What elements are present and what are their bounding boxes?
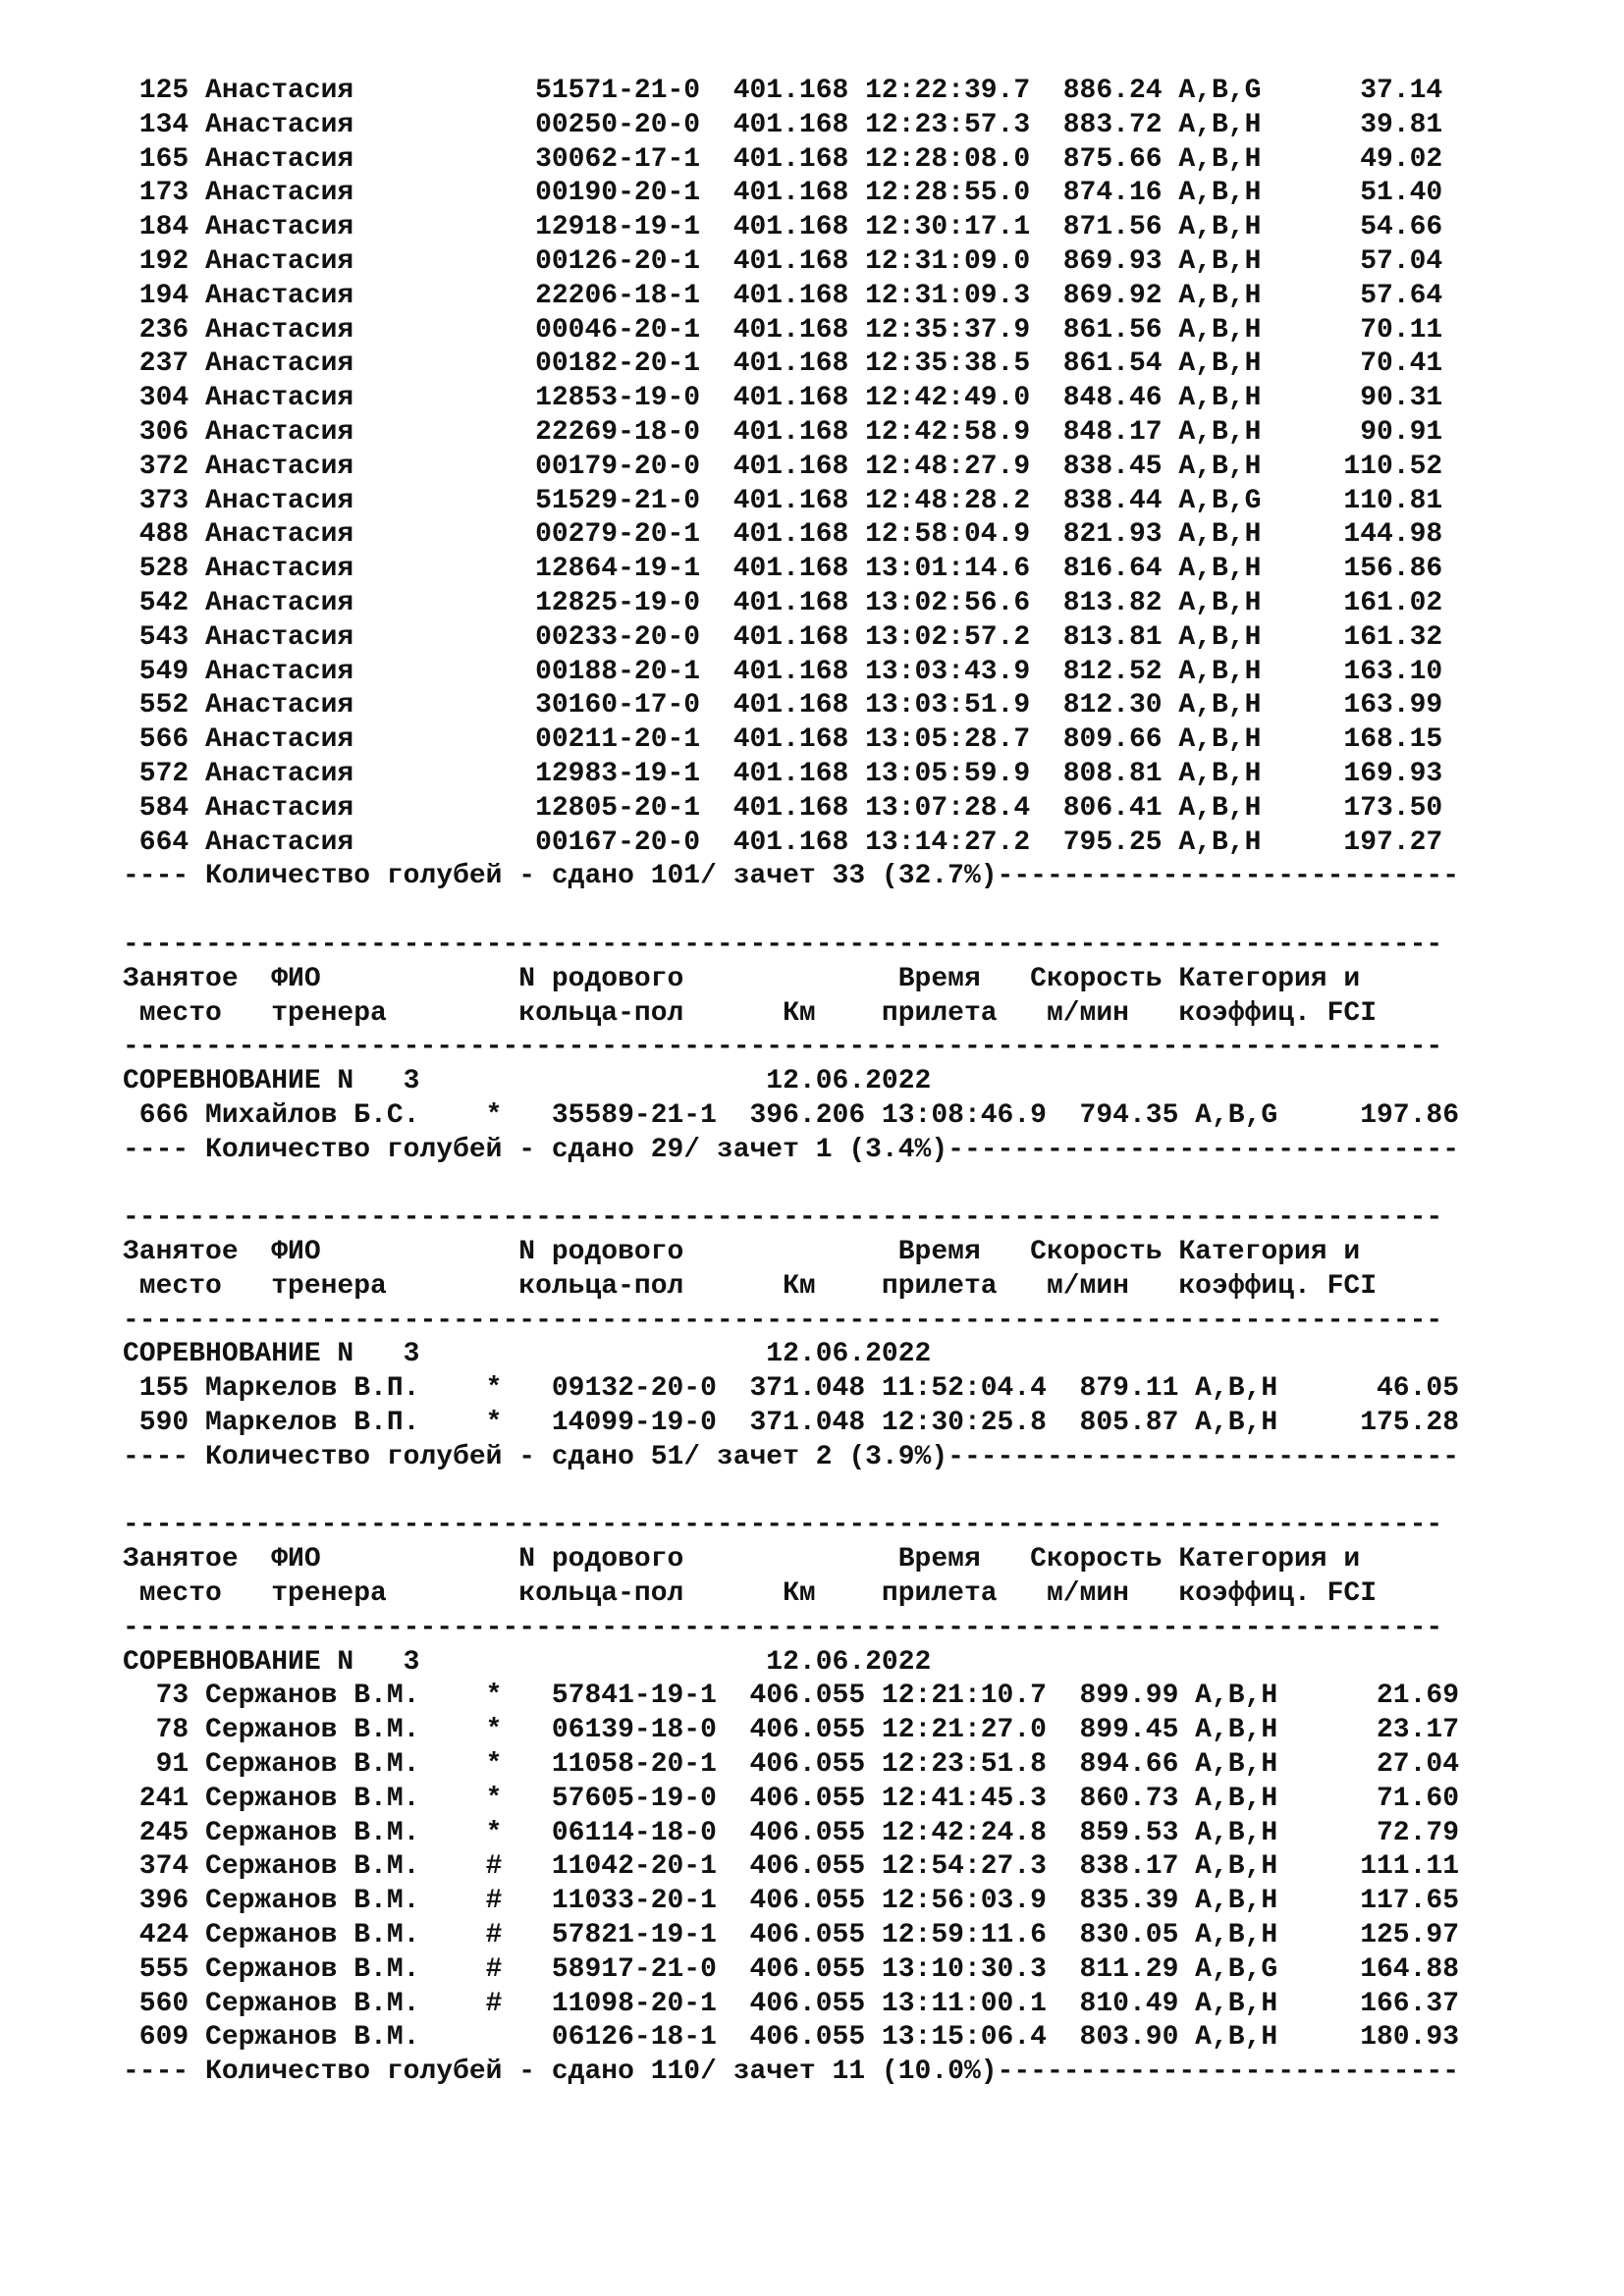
result-row: 155 Маркелов В.П. * 09132-20-0 371.048 11:52:04.4 879.11 A,B,H 46.05 xyxy=(123,1373,1460,1405)
result-row: 245 Сержанов В.М. * 06114-18-0 406.055 12:42:24.8 859.53 A,B,H 72.79 xyxy=(123,1817,1460,1848)
header-rule: -------------------------------------------------------------------------------- xyxy=(123,1202,1443,1234)
result-row: 237 Анастасия 00182-20-1 401.168 12:35:38.5 861.54 A,B,H 70.41 xyxy=(123,348,1443,380)
competition-title: СОРЕВНОВАНИЕ N 3 12.06.2022 xyxy=(123,1066,932,1097)
section-summary: ---- Количество голубей - сдано 29/ зачет 1 (3.4%)------------------------------- xyxy=(123,1134,1460,1165)
results-section xyxy=(123,1201,1596,1474)
results-section xyxy=(123,1509,1596,2090)
result-row: 584 Анастасия 12805-20-1 401.168 13:07:28.4 806.41 A,B,H 173.50 xyxy=(123,792,1443,824)
result-row: 396 Сержанов В.М. # 11033-20-1 406.055 12:56:03.9 835.39 A,B,H 117.65 xyxy=(123,1886,1460,1917)
result-row: 91 Сержанов В.М. * 11058-20-1 406.055 12:23:51.8 894.66 A,B,H 27.04 xyxy=(123,1749,1460,1781)
result-row: 165 Анастасия 30062-17-1 401.168 12:28:08.0 875.66 A,B,H 49.02 xyxy=(123,143,1443,175)
result-row: 373 Анастасия 51529-21-0 401.168 12:48:28.2 838.44 A,B,G 110.81 xyxy=(123,485,1443,516)
results-section xyxy=(123,929,1596,1168)
result-row: 241 Сержанов В.М. * 57605-19-0 406.055 12:41:45.3 860.73 A,B,H 71.60 xyxy=(123,1783,1460,1814)
column-header-line-1: Занятое ФИО N родового Время Скорость Категория и xyxy=(123,963,1361,994)
header-rule: -------------------------------------------------------------------------------- xyxy=(123,1510,1443,1541)
result-row: 173 Анастасия 00190-20-1 401.168 12:28:55.0 874.16 A,B,H 51.40 xyxy=(123,178,1443,209)
result-row: 542 Анастасия 12825-19-0 401.168 13:02:56.6 813.82 A,B,H 161.02 xyxy=(123,587,1443,618)
result-row: 125 Анастасия 51571-21-0 401.168 12:22:39.7 886.24 A,B,G 37.14 xyxy=(123,76,1443,106)
result-row: 236 Анастасия 00046-20-1 401.168 12:35:37.9 861.56 A,B,H 70.11 xyxy=(123,314,1443,346)
result-row: 590 Маркелов В.П. * 14099-19-0 371.048 12:30:25.8 805.87 A,B,H 175.28 xyxy=(123,1408,1460,1439)
header-rule: -------------------------------------------------------------------------------- xyxy=(123,1305,1443,1336)
result-row: 560 Сержанов В.М. # 11098-20-1 406.055 13:11:00.1 810.49 A,B,H 166.37 xyxy=(123,1988,1460,2019)
result-row: 488 Анастасия 00279-20-1 401.168 12:58:04.9 821.93 A,B,H 144.98 xyxy=(123,519,1443,551)
result-row: 666 Михайлов Б.С. * 35589-21-1 396.206 13:08:46.9 794.35 A,B,G 197.86 xyxy=(123,1099,1460,1131)
result-row: 549 Анастасия 00188-20-1 401.168 13:03:43.9 812.52 A,B,H 163.10 xyxy=(123,656,1443,687)
result-row: 424 Сержанов В.М. # 57821-19-1 406.055 12:59:11.6 830.05 A,B,H 125.97 xyxy=(123,1920,1460,1951)
result-row: 192 Анастасия 00126-20-1 401.168 12:31:09.0 869.93 A,B,H 57.04 xyxy=(123,245,1443,277)
result-row: 73 Сержанов В.М. * 57841-19-1 406.055 12:21:10.7 899.99 A,B,H 21.69 xyxy=(123,1681,1460,1712)
result-row: 572 Анастасия 12983-19-1 401.168 13:05:59.9 808.81 A,B,H 169.93 xyxy=(123,758,1443,789)
result-row: 134 Анастасия 00250-20-0 401.168 12:23:57.3 883.72 A,B,H 39.81 xyxy=(123,109,1443,140)
result-row: 566 Анастасия 00211-20-1 401.168 13:05:28.7 809.66 A,B,H 168.15 xyxy=(123,724,1443,756)
result-row: 543 Анастасия 00233-20-0 401.168 13:02:57.2 813.81 A,B,H 161.32 xyxy=(123,621,1443,653)
competition-title: СОРЕВНОВАНИЕ N 3 12.06.2022 xyxy=(123,1646,932,1678)
competition-title: СОРЕВНОВАНИЕ N 3 12.06.2022 xyxy=(123,1339,932,1370)
result-row: 555 Сержанов В.М. # 58917-21-0 406.055 13:10:30.3 811.29 A,B,G 164.88 xyxy=(123,1953,1460,1985)
column-header-line-2: место тренера кольца-пол Км прилета м/мин коэффиц. FCI xyxy=(123,1270,1378,1302)
result-row: 306 Анастасия 22269-18-0 401.168 12:42:58.9 848.17 A,B,H 90.91 xyxy=(123,416,1443,448)
header-rule: -------------------------------------------------------------------------------- xyxy=(123,1032,1443,1063)
result-row: 528 Анастасия 12864-19-1 401.168 13:01:14.6 816.64 A,B,H 156.86 xyxy=(123,554,1443,585)
result-row: 552 Анастасия 30160-17-0 401.168 13:03:51.9 812.30 A,B,H 163.99 xyxy=(123,690,1443,721)
result-row: 374 Сержанов В.М. # 11042-20-1 406.055 12:54:27.3 838.17 A,B,H 111.11 xyxy=(123,1851,1460,1883)
header-rule: -------------------------------------------------------------------------------- xyxy=(123,1612,1443,1643)
result-row: 78 Сержанов В.М. * 06139-18-0 406.055 12:21:27.0 899.45 A,B,H 23.17 xyxy=(123,1715,1460,1746)
result-row: 609 Сержанов В.М. 06126-18-1 406.055 13:15:06.4 803.90 A,B,H 180.93 xyxy=(123,2022,1460,2054)
column-header-line-2: место тренера кольца-пол Км прилета м/мин коэффиц. FCI xyxy=(123,997,1378,1029)
result-row: 372 Анастасия 00179-20-0 401.168 12:48:27.9 838.45 A,B,H 110.52 xyxy=(123,451,1443,482)
section-summary: ---- Количество голубей - сдано 101/ зачет 33 (32.7%)---------------------------- xyxy=(123,861,1460,892)
result-row: 304 Анастасия 12853-19-0 401.168 12:42:49.0 848.46 A,B,H 90.31 xyxy=(123,383,1443,414)
section-summary: ---- Количество голубей - сдано 51/ зачет 2 (3.9%)------------------------------- xyxy=(123,1441,1460,1472)
result-row: 664 Анастасия 00167-20-0 401.168 13:14:27.2 795.25 A,B,H 197.27 xyxy=(123,827,1443,858)
column-header-line-1: Занятое ФИО N родового Время Скорость Категория и xyxy=(123,1237,1361,1268)
header-rule: -------------------------------------------------------------------------------- xyxy=(123,929,1443,960)
result-row: 194 Анастасия 22206-18-1 401.168 12:31:09.3 869.92 A,B,H 57.64 xyxy=(123,280,1443,311)
results-section xyxy=(123,75,1596,894)
results-report xyxy=(123,75,1596,2090)
section-summary: ---- Количество голубей - сдано 110/ зачет 11 (10.0%)---------------------------- xyxy=(123,2056,1460,2088)
column-header-line-2: место тренера кольца-пол Км прилета м/мин коэффиц. FCI xyxy=(123,1578,1378,1610)
column-header-line-1: Занятое ФИО N родового Время Скорость Категория и xyxy=(123,1544,1361,1575)
result-row: 184 Анастасия 12918-19-1 401.168 12:30:17.1 871.56 A,B,H 54.66 xyxy=(123,212,1443,243)
